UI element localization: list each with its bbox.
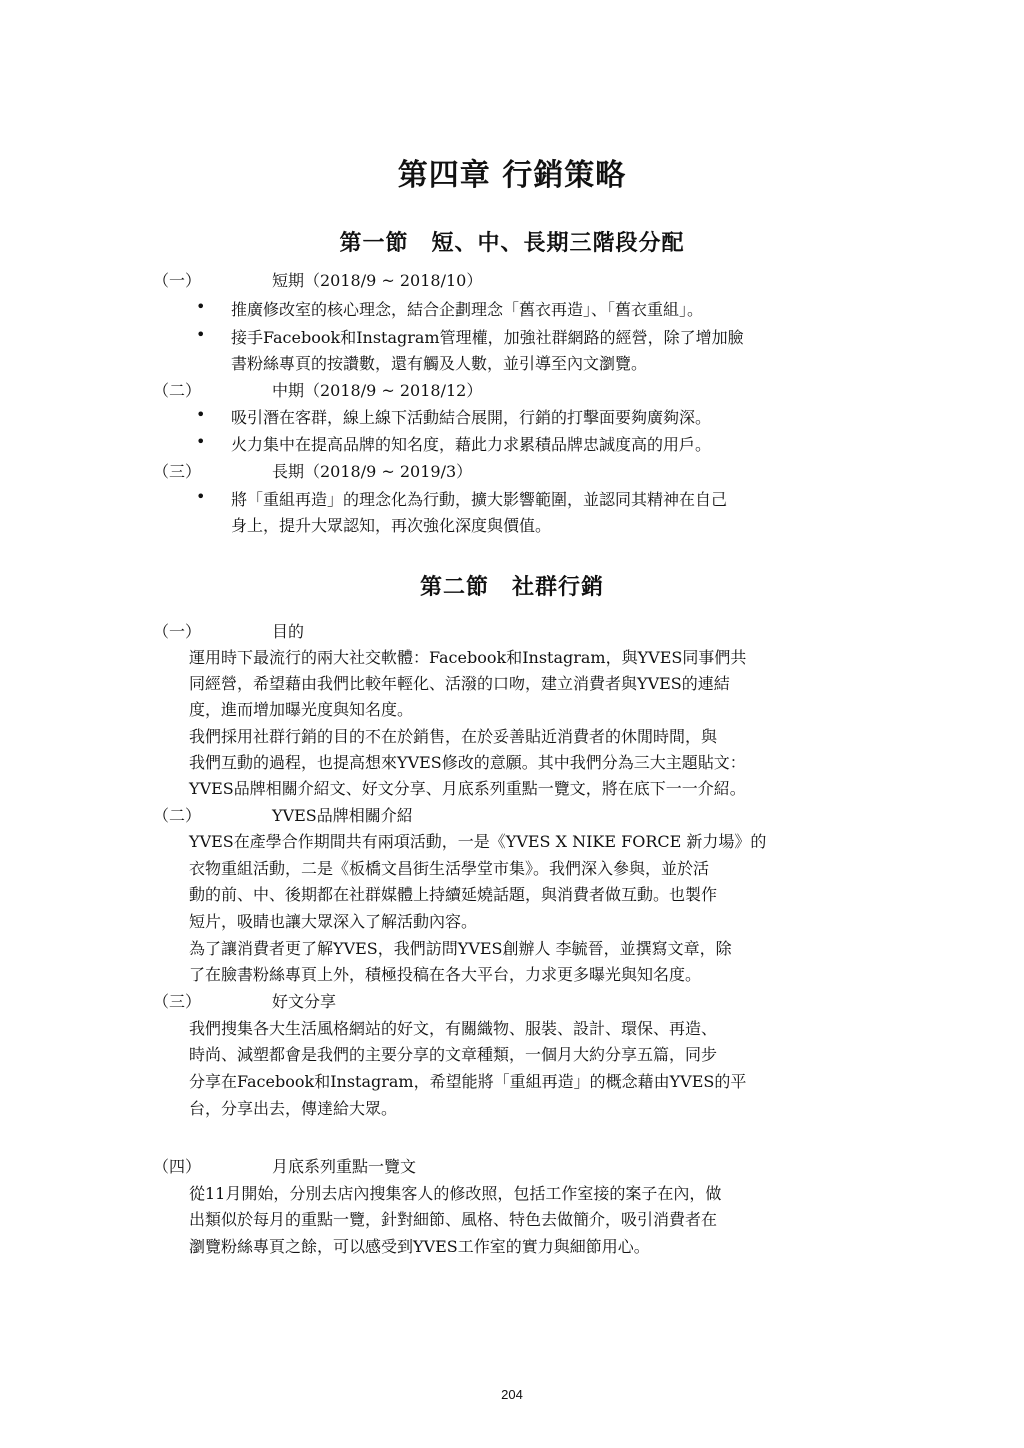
paragraph-line: 時尚、減塑都會是我們的主要分享的文章種類，一個月大約分享五篇，同步 [189,1045,718,1064]
paragraph-line: 為了讓消費者更了解YVES，我們訪問YVES創辦人 李毓晉，並撰寫文章，除 [189,939,732,958]
bullet-text: 吸引潛在客群，線上線下活動結合展開，行銷的打擊面要夠廣夠深。 [231,408,712,427]
bullet-text: 接手Facebook和Instagram管理權，加強社群網路的經營，除了增加臉 [231,328,744,347]
paragraph-line: 分享在Facebook和Instagram，希望能將「重組再造」的概念藉由YVES的平 [189,1072,747,1091]
item-number: （四） [153,1157,202,1176]
paragraph-line: 衣物重組活動，二是《板橋文昌街生活學堂市集》。我們深入參與，並於活 [189,859,710,878]
paragraph-line: 動的前、中、後期都在社群媒體上持續延燒話題，與消費者做互動。也製作 [189,885,718,904]
paragraph-line: 了在臉書粉絲專頁上外，積極投稿在各大平台，力求更多曝光與知名度。 [189,965,702,984]
paragraph-line: 瀏覽粉絲專頁之餘，可以感受到YVES工作室的實力與細節用心。 [189,1237,650,1256]
bullet-icon: • [196,432,206,451]
item-number: （一） [153,622,202,641]
paragraph-line: 我們互動的過程，也提高想來YVES修改的意願。其中我們分為三大主題貼文： [189,753,746,772]
item-number: （二） [153,806,202,825]
paragraph-line: 短片，吸睛也讓大眾深入了解活動內容。 [189,912,478,931]
bullet-text: 推廣修改室的核心理念，結合企劃理念「舊衣再造」、「舊衣重組」。 [231,300,704,319]
paragraph-line: 運用時下最流行的兩大社交軟體：Facebook和Instagram，與YVES同事們共 [189,648,747,667]
paragraph-line: 度，進而增加曝光度與知名度。 [189,700,414,719]
paragraph-line: 台，分享出去，傳達給大眾。 [189,1099,398,1118]
bullet-text: 書粉絲專頁的按讚數，還有觸及人數，並引導至內文瀏覽。 [231,354,648,373]
item-heading: YVES品牌相關介紹 [272,806,413,825]
bullet-text: 身上，提升大眾認知，再次強化深度與價值。 [231,516,552,535]
item-heading: 月底系列重點一覽文 [272,1157,417,1176]
page-number: 204 [501,1387,523,1402]
bullet-text: 將「重組再造」的理念化為行動，擴大影響範圍，並認同其精神在自己 [231,490,728,509]
paragraph-line: 我們搜集各大生活風格網站的好文，有關織物、服裝、設計、環保、再造、 [189,1019,718,1038]
paragraph-line: 我們採用社群行銷的目的不在於銷售，在於妥善貼近消費者的休閒時間，與 [189,727,718,746]
bullet-icon: • [196,297,206,316]
item-heading: 長期（2018/9 ~ 2019/3） [272,462,473,481]
paragraph-line: 從11月開始，分別去店內搜集客人的修改照，包括工作室接的案子在內，做 [189,1184,722,1203]
item-number: （一） [153,271,202,290]
item-number: （三） [153,992,202,1011]
item-number: （二） [153,381,202,400]
paragraph-line: YVES在產學合作期間共有兩項活動，一是《YVES X NIKE FORCE 新力場》的 [189,832,767,851]
bullet-icon: • [196,405,206,424]
item-heading: 短期（2018/9 ~ 2018/10） [272,271,483,290]
paragraph-line: 出類似於每月的重點一覽，針對細節、風格、特色去做簡介，吸引消費者在 [189,1210,718,1229]
section-2-title: 第二節 社群行銷 [419,574,604,600]
section-1-title: 第一節 短、中、長期三階段分配 [339,230,685,256]
bullet-text: 火力集中在提高品牌的知名度，藉此力求累積品牌忠誠度高的用戶。 [231,435,712,454]
bullet-icon: • [196,325,206,344]
item-heading: 好文分享 [272,992,337,1011]
chapter-title: 第四章 行銷策略 [397,158,627,193]
bullet-icon: • [196,487,206,506]
item-heading: 目的 [272,622,305,641]
item-heading: 中期（2018/9 ~ 2018/12） [272,381,483,400]
paragraph-line: YVES品牌相關介紹文、好文分享、月底系列重點一覽文，將在底下一一介紹。 [189,779,746,798]
paragraph-line: 同經營，希望藉由我們比較年輕化、活潑的口吻，建立消費者與YVES的連結 [189,674,730,693]
item-number: （三） [153,462,202,481]
